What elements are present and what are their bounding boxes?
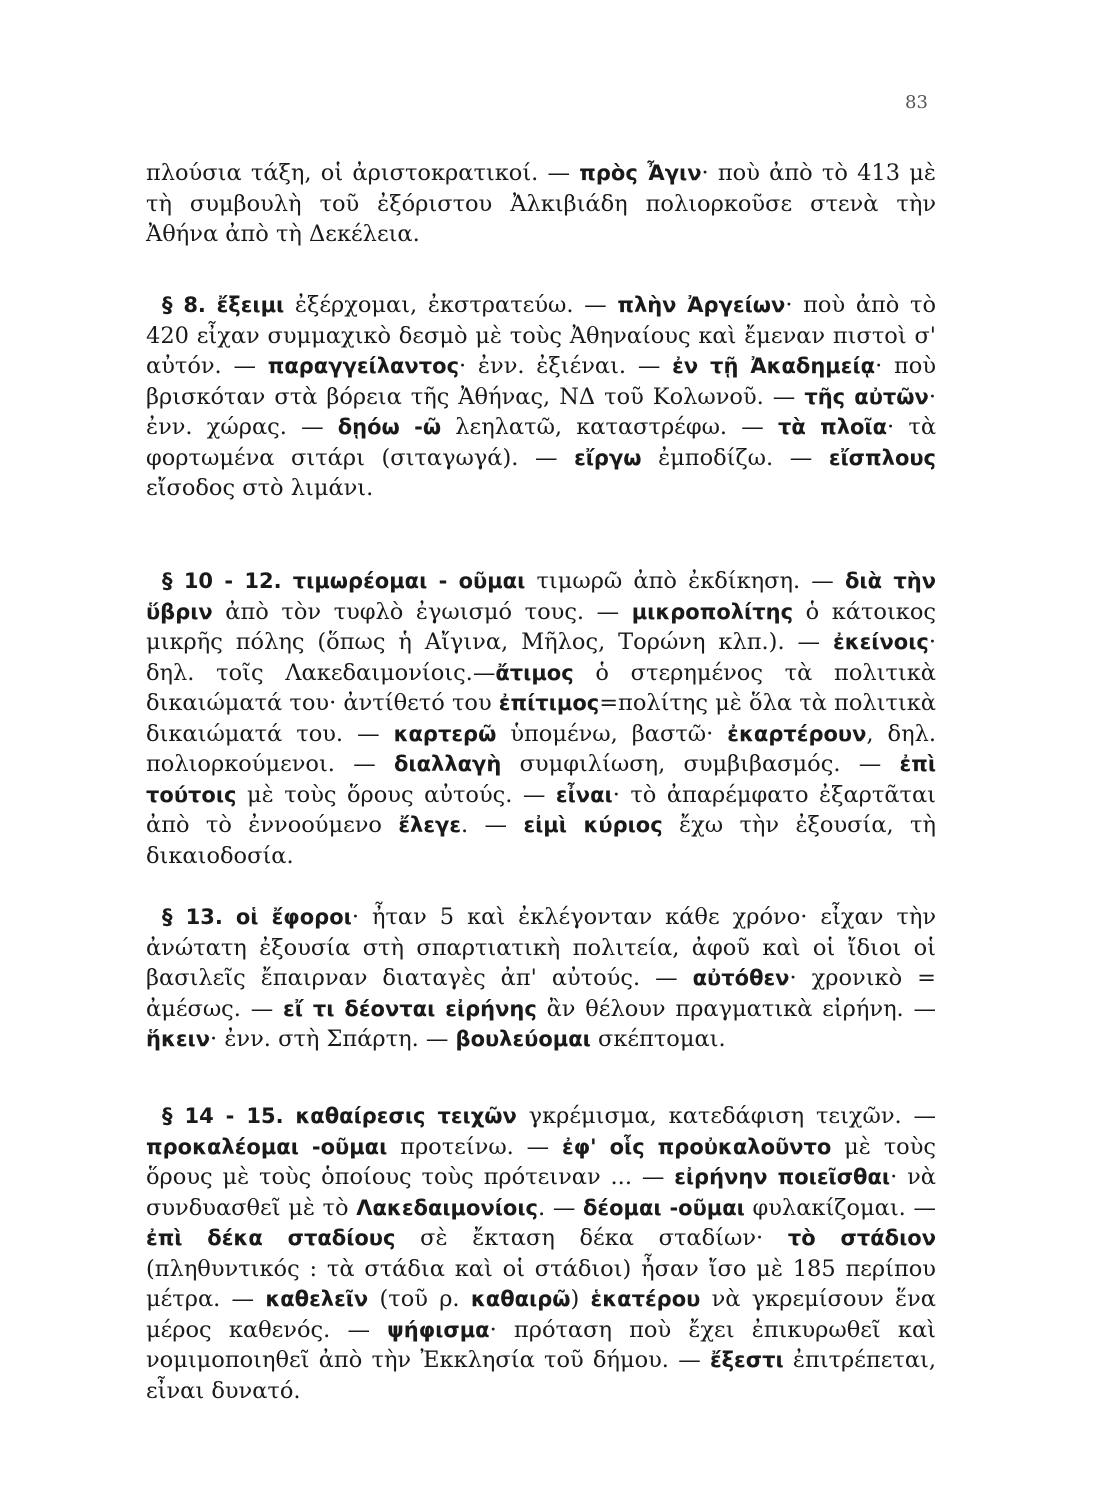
lemma: καθελεῖν [265,1287,369,1311]
lemma: καρτερῶ [393,721,497,746]
lemma: καθαιρῶ [470,1287,571,1311]
lemma: διὰ τὴν ὕβριν [146,569,936,624]
lemma: παραγγείλαντος [267,354,460,378]
page-number: 83 [905,92,928,113]
paragraph-section-10-12: § 10 - 12. τιμωρέομαι - οῦμαι τιμωρῶ ἀπὸ ἐκδίκηση. — διὰ τὴν ὕβριν ἀπὸ τὸν τυφλὸ ἐγωισμό τους. — μικροπολίτης ὁ κάτοικος μικρῆς πόλης (ὅπως ἡ Αἴγινα, Μῆλος, Τορώνη κλπ.). — ἐκείνοις· δηλ. τοῖς Λακεδαιμονίοις.—ἄτιμος ὁ στερημένος τὰ πολιτικὰ δικαιώματά του· ἀντίθετό του ἐπίτιμος=πολίτης μὲ ὅλα τὰ πολιτικὰ δικαιώματά του. — καρτερῶ ὑπομένω, βαστῶ· ἐκαρτέρουν, δηλ. πολιορκούμενοι. — διαλλαγὴ συμφιλίωση, συμβιβασμός. — ἐπὶ τούτοις μὲ τοὺς ὅρους αὐτούς. — εἶναι· τὸ ἀπαρέμφατο ἐξαρτᾶται ἀπὸ τὸ ἐννοούμενο ἔλεγε. — εἰμὶ κύριος ἔχω τὴν ἐξουσία, τὴ δικαιοδοσία. [146,568,937,869]
lemma: ἑκατέρου [590,1287,701,1311]
lemma: ἐν τῇ Ἀκαδημείᾳ [672,354,876,378]
lemma: αὐτόθεν [692,966,790,990]
lemma: εἰρήνην ποιεῖσθαι [674,1165,891,1189]
lemma: μικροπολίτης [631,599,794,624]
lemma: τῆς αὐτῶν [804,384,929,409]
section-number: § 10 - 12. [162,569,282,593]
lemma: πρὸς Ἆγιν [579,161,702,185]
lemma: ἐπὶ δέκα σταδίους [146,1226,396,1250]
paragraph-section-8: § 8. ἔξειμι ἐξέρχομαι, ἐκστρατεύω. — πλὴν Ἀργείων· ποὺ ἀπὸ τὸ 420 εἶχαν συμμαχικὸ δεσμὸ μὲ τοὺς Ἀθηναίους καὶ ἔμεναν πιστοὶ σ' αὐτόν. — παραγγείλαντος· ἐνν. ἐξιέναι. — ἐν τῇ Ἀκαδημείᾳ· ποὺ βρισκόταν στὰ βόρεια τῆς Ἀθήνας, ΝΔ τοῦ Κολωνοῦ. — τῆς αὐτῶν· ἐνν. χώρας. — δῃόω -ῶ λεηλατῶ, καταστρέφω. — τὰ πλοῖα· τὰ φορτωμένα σιτάρι (σιταγωγά). — εἴργω ἐμποδίζω. — εἴσπλους εἴσοδος στὸ λιμάνι. [146,292,937,501]
paragraph-continuation: πλούσια τάξη, οἱ ἀριστοκρατικοί. — πρὸς Ἆγιν· ποὺ ἀπὸ τὸ 413 μὲ τὴ συμβουλὴ τοῦ ἐξόριστου Ἀλκιβιάδη πολιορκοῦσε στενὰ τὴν Ἀθήνα ἀπὸ τὴ Δεκέλεια. [146,160,936,247]
lemma: ἔλεγε [398,813,462,837]
paragraph-section-13: § 13. οἱ ἔφοροι· ἦταν 5 καὶ ἐκλέγονταν κάθε χρόνο· εἶχαν τὴν ἀνώτατη ἐξουσία στὴ σπαρτιατικὴ πολιτεία, ἀφοῦ καὶ οἱ ἴδιοι οἱ βασιλεῖς ἔπαιρναν διαταγὲς ἀπ' αὐτούς. — αὐτόθεν· χρονικὸ = ἀμέσως. — εἴ τι δέονται εἰρήνης ἂν θέλουν πραγματικὰ εἰρήνη. — ἥκειν· ἐνν. στὴ Σπάρτη. — βουλεύομαι σκέπτομαι. [146,904,936,1052]
lemma: οἱ ἔφοροι [235,905,352,929]
lemma: ψήφισμα [387,1317,490,1342]
lemma: ἄτιμος [495,660,574,685]
lemma: ἐπὶ τούτοις [146,752,936,807]
lemma: εἴργω [574,445,642,470]
lemma: βουλεύομαι [455,1027,591,1051]
section-number: § 14 - 15. [162,1104,284,1128]
lemma: προκαλέομαι -οῦμαι [146,1134,388,1159]
lemma: εἰμὶ κύριος [523,813,663,837]
lemma: τὰ πλοῖα [777,415,888,439]
section-number: § 13. [162,905,223,929]
lemma: ἥκειν [146,1027,211,1051]
lemma: ἐπίτιμος [498,691,600,715]
lemma: εἶναι [555,782,613,807]
lemma: καθαίρεσις τειχῶν [295,1104,517,1128]
lemma: ἐκείνοις [833,630,929,654]
lemma: ἔξεστι [709,1348,784,1372]
lemma: δῃόω -ῶ [337,415,442,439]
lemma: τὸ στάδιον [787,1226,937,1250]
lemma: πλὴν Ἀργείων [617,293,786,317]
lemma: εἴ τι δέονται εἰρήνης [283,996,537,1021]
lemma: ἐφ' οἷς προὐκαλοῦντο [562,1134,832,1159]
section-number: § 8. [162,293,206,317]
lemma: Λακεδαιμονίοις [356,1195,538,1220]
lemma: εἴσπλους [828,445,936,470]
lemma: ἐκαρτέρουν [727,721,867,746]
lemma: δέομαι -οῦμαι [583,1195,745,1220]
paragraph-section-14-15: § 14 - 15. καθαίρεσις τειχῶν γκρέμισμα, κατεδάφιση τειχῶν. — προκαλέομαι -οῦμαι προτείνω. — ἐφ' οἷς προὐκαλοῦντο μὲ τοὺς ὅρους μὲ τοὺς ὁποίους τοὺς πρότειναν ... — εἰρήνην ποιεῖσθαι· νὰ συνδυασθεῖ μὲ τὸ Λακεδαιμονίοις. — δέομαι -οῦμαι φυλακίζομαι. — ἐπὶ δέκα σταδίους σὲ ἔκταση δέκα σταδίων· τὸ στάδιον (πληθυντικός : τὰ στάδια καὶ οἱ στάδιοι) ἦσαν ἴσο μὲ 185 περίπου μέτρα. — καθελεῖν (τοῦ ρ. καθαιρῶ) ἑκατέρου νὰ γκρεμίσουν ἕνα μέρος καθενός. — ψήφισμα· πρόταση ποὺ ἔχει ἐπικυρωθεῖ καὶ νομιμοποιηθεῖ ἀπὸ τὴν Ἐκκλησία τοῦ δήμου. — ἔξεστι ἐπιτρέπεται, εἶναι δυνατό. [146,1103,937,1404]
lemma: τιμωρέομαι - οῦμαι [292,569,526,593]
lemma: διαλλαγὴ [394,752,502,776]
lemma: ἔξειμι [216,293,285,317]
